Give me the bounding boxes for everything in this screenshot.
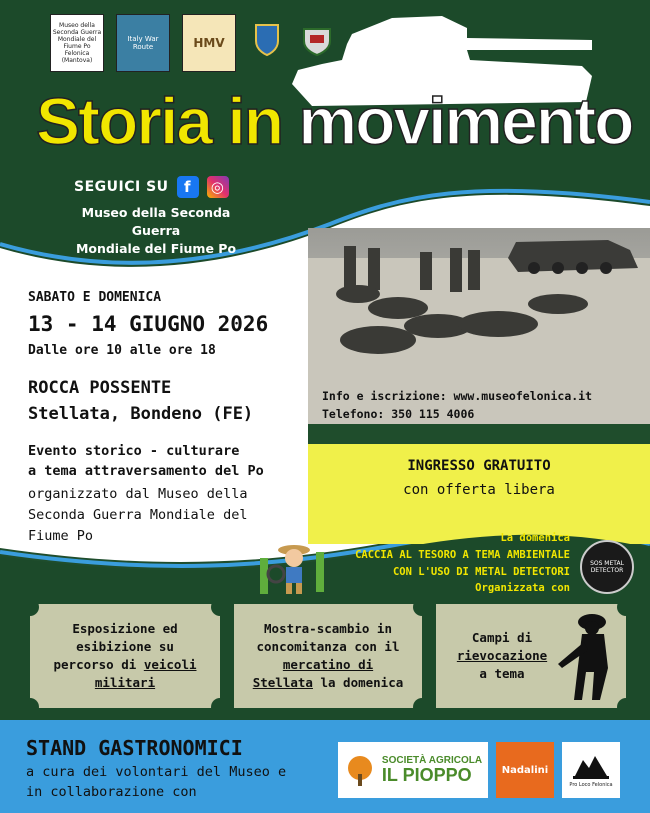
card-line: Esposizione ed: [72, 620, 178, 636]
museum-logo: [50, 14, 104, 72]
museum-logo-text: Museo della Seconda Guerra Mondiale del Fiume Po Felonica (Mantova): [52, 22, 102, 64]
treasure-title: CACCIA AL TESORO A TEMA AMBIENTALE: [355, 549, 570, 561]
hmv-logo-text: HMV: [193, 36, 225, 50]
info-phone[interactable]: Telefono: 350 115 4006: [322, 406, 475, 421]
card-scallop: [21, 598, 39, 616]
food-stands-line: a cura dei volontari del Museo e: [26, 764, 287, 780]
card-underlined: mercatino di: [282, 657, 374, 672]
treasure-day: La domenica: [500, 532, 570, 544]
card-scallop: [413, 598, 431, 616]
sponsor-name-line: SOCIETÀ AGRICOLA: [381, 754, 483, 766]
free-entry-title: INGRESSO GRATUITO: [407, 458, 551, 474]
sponsor-name: Pro Loco Felonica: [569, 782, 613, 788]
coat-of-arms-icon: [248, 14, 286, 66]
treasure-organizer: Organizzata con: [475, 582, 570, 594]
sos-metal-detector-logo: [580, 540, 634, 594]
description-line: Fiume Po: [28, 527, 94, 544]
event-title: [36, 84, 633, 158]
pro-loco-logo-icon: [571, 752, 611, 782]
card-scallop: [413, 698, 431, 716]
sponsor-il-pioppo: [338, 742, 488, 798]
card-scallop: [21, 698, 39, 716]
event-hours: Dalle ore 10 alle ore 18: [28, 343, 216, 358]
info-contact: [322, 388, 592, 424]
museum-name-line: Mondiale del Fiume Po: [75, 241, 237, 257]
food-stands-text: [26, 762, 286, 803]
event-days: SABATO E DOMENICA: [28, 290, 162, 305]
title-part-yellow: Storia in: [36, 84, 283, 158]
instagram-icon[interactable]: ◎: [207, 176, 229, 198]
card-line: la domenica: [312, 675, 404, 691]
card-underlined: rievocazione: [456, 647, 548, 663]
hmv-logo: [182, 14, 236, 72]
facebook-icon[interactable]: f: [177, 176, 199, 198]
card-scallop: [617, 598, 635, 616]
treasure-subtitle: CON L'USO DI METAL DETECTORI: [392, 566, 570, 578]
description-line: a tema attraversamento del Po: [28, 462, 264, 479]
card-scallop: [617, 698, 635, 716]
activity-card-reenactment: [436, 604, 626, 708]
activity-card-market: [234, 604, 422, 708]
event-dates: 13 - 14 GIUGNO 2026: [28, 312, 269, 336]
free-entry-subtitle: con offerta libera: [403, 482, 555, 498]
event-place: Stellata, Bondeno (FE): [28, 404, 254, 424]
event-venue: ROCCA POSSENTE: [28, 378, 172, 398]
explorer-kid-icon: [254, 538, 334, 600]
museum-name: [58, 204, 254, 258]
card-line: percorso di: [53, 657, 144, 672]
follow-label: SEGUICI SU: [74, 179, 169, 195]
activity-card-vehicles: [30, 604, 220, 708]
sponsor-name-line: IL PIOPPO: [381, 764, 472, 785]
event-description-bold: [28, 442, 308, 481]
description-line: Seconda Guerra Mondiale del: [28, 506, 248, 523]
card-line: Campi di: [471, 629, 533, 645]
war-route-logo-text: Italy War Route: [127, 35, 159, 51]
card-line: concomitanza con il: [256, 638, 400, 654]
sponsor-pro-loco: [562, 742, 620, 798]
italy-war-route-logo: [116, 14, 170, 72]
sponsor-name: Nadalini: [501, 764, 549, 776]
card-underlined: militari: [94, 675, 156, 691]
soldier-silhouette-icon: [554, 608, 626, 704]
card-line: Mostra-scambio in: [264, 620, 392, 636]
card-line: esibizione su: [76, 638, 174, 654]
card-underlined: veicoli: [143, 657, 197, 672]
description-line: organizzato dal Museo della: [28, 486, 248, 502]
food-stands-line: in collaborazione con: [26, 784, 197, 801]
sponsor-nadalini: [496, 742, 554, 798]
pioppo-tree-icon: [344, 754, 376, 786]
museum-name-line: Museo della Seconda Guerra: [81, 205, 231, 239]
card-scallop: [211, 698, 229, 716]
food-stands-title: STAND GASTRONOMICI: [26, 736, 243, 760]
title-part-white: movimento: [298, 84, 633, 158]
card-line: a tema: [479, 666, 525, 682]
card-scallop: [211, 598, 229, 616]
card-underlined: Stellata: [252, 675, 313, 691]
social-follow: [74, 176, 229, 198]
sos-logo-text: SOS METAL DETECTOR: [590, 560, 624, 574]
info-website[interactable]: Info e iscrizione: www.museofelonica.it: [322, 389, 593, 403]
description-line: Evento storico - culturare: [28, 443, 240, 459]
